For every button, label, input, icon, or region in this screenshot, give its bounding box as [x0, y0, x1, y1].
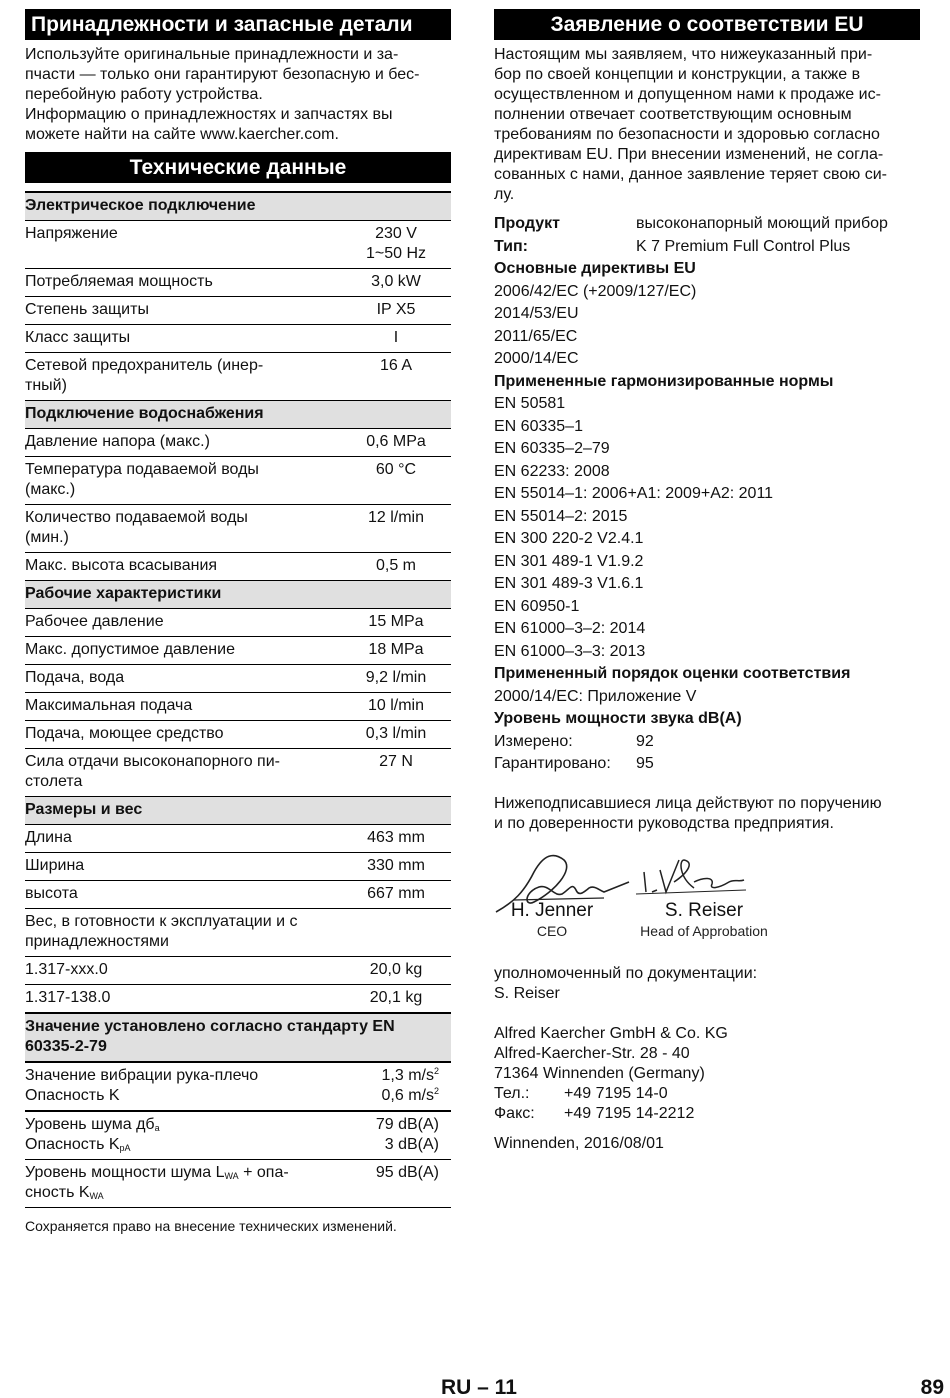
- signatures: [494, 852, 920, 952]
- accessories-heading: Принадлежности и запасные детали: [25, 9, 451, 40]
- table-row: Ширина 330 mm: [25, 853, 451, 881]
- table-row: Значение вибрации рука-плечо Опасность K 1,3 $m/s^2$ 0,6 $m/s^2$: [25, 1062, 451, 1111]
- list-item: EN 60335–1: [494, 417, 583, 435]
- procedure-heading: Примененный порядок оценки соответствия: [494, 665, 851, 682]
- table-row: Макс. допустимое давление 18 MPa: [25, 637, 451, 665]
- measured-row: Измерено: 92: [494, 732, 654, 750]
- product-row: Продукт высоконапорный моющий прибор: [494, 215, 888, 232]
- table-row: Потребляемая мощность 3,0 kW: [25, 269, 451, 297]
- vibration-risk-label: Опасность K: [25, 1087, 120, 1104]
- list-item: EN 300 220-2 V2.4.1: [494, 530, 644, 547]
- left-column: [25, 9, 451, 1236]
- list-item: EN 60950-1: [494, 597, 580, 615]
- vibration-value: 1,3 m/s: [381, 1067, 434, 1084]
- table-row: Максимальная подача 10 l/min: [25, 693, 451, 721]
- noise-risk-value: 3 dB(A): [384, 1136, 439, 1153]
- table-row: Рабочее давление 15 MPa: [25, 609, 451, 637]
- vibration-label: Значение вибрации рука-плечо: [25, 1067, 259, 1084]
- noise-label: Уровень шума дб: [25, 1116, 155, 1133]
- vibration-risk-value: 0,6 m/s: [381, 1087, 434, 1104]
- directives-list: [494, 281, 920, 371]
- table-row: 1.317-138.0 20,1 kg: [25, 985, 451, 1014]
- table-row: Вес, в готовности к эксплуатации и с принадлежностями: [25, 909, 451, 957]
- phone-row: Тел.: +49 7195 14-0: [494, 1084, 668, 1102]
- signer-1-role: CEO: [536, 922, 568, 939]
- tech-data-table: [25, 191, 451, 1208]
- authorized-text: уполномоченный по документации: S. Reiser: [494, 964, 758, 1002]
- list-item: EN 61000–3–2: 2014: [494, 620, 646, 637]
- right-column: [494, 9, 920, 1154]
- table-row: Подача, моющее средство 0,3 l/min: [25, 721, 451, 749]
- table-row: Длина 463 mm: [25, 825, 451, 853]
- noise-risk-label: Опасность K: [25, 1136, 120, 1153]
- table-row: 1.317-xxx.0 20,0 kg: [25, 957, 451, 985]
- table-row: Уровень мощности шума $L_{WA} + опа-$ сность $K_{WA}$ 95 dB(A): [25, 1160, 451, 1208]
- list-item: EN 61000–3–3: 2013: [494, 642, 646, 660]
- list-item: EN 55014–2: 2015: [494, 507, 628, 525]
- table-row: Температура подаваемой воды (макс.) 60 °C: [25, 457, 451, 505]
- table-row: Уровень шума $дб_a$ Опасность $K_{pA}$ 79 dB(A) 3 dB(A): [25, 1111, 451, 1160]
- type-row: Тип: K 7 Premium Full Control Plus: [494, 237, 851, 255]
- company-name: Alfred Kaercher GmbH & Co. KG: [494, 1024, 728, 1042]
- list-item: EN 55014–1: 2006+A1: 2009+A2: 2011: [494, 485, 774, 502]
- table-row: Давление напора (макс.) 0,6 MPa: [25, 429, 451, 457]
- list-item: EN 60335–2–79: [494, 440, 610, 457]
- table-row: Класс защиты I: [25, 325, 451, 353]
- section-row: Электрическое подключение: [25, 192, 451, 221]
- company-street: Alfred-Kaercher-Str. 28 - 40: [494, 1044, 690, 1062]
- signer-2-role: Head of Approbation: [640, 922, 768, 939]
- directives-heading: Основные директивы EU: [494, 260, 696, 277]
- list-item: 2006/42/EC (+2009/127/EC): [494, 282, 697, 300]
- norms-list: [494, 393, 920, 663]
- list-item: EN 301 489-3 V1.6.1: [494, 575, 644, 592]
- company-city: 71364 Winnenden (Germany): [494, 1064, 705, 1082]
- table-row: Подача, вода 9,2 l/min: [25, 665, 451, 693]
- section-row: Значение установлено согласно стандарту EN 60335-2-79: [25, 1013, 451, 1062]
- undersigned-text: Нижеподписавшиеся лица действуют по поручению и по доверенности руководства предприятия.: [494, 794, 882, 832]
- signer-2-name: S. Reiser: [664, 899, 744, 921]
- norms-heading: Примененные гармонизированные нормы: [494, 372, 834, 390]
- signer-1-name: H. Jenner: [510, 899, 594, 921]
- technical-changes-note: Сохраняется право на внесение технических изменений.: [25, 1218, 397, 1234]
- tech-data-heading: Технические данные: [25, 152, 451, 183]
- accessories-paragraph-1: Используйте оригинальные принадлежности и за- пчасти — только они гарантируют безопасную и бес- перебойную работу устройства.: [25, 46, 420, 103]
- sound-power-value: 95 dB(A): [341, 1160, 451, 1208]
- table-row: Макс. высота всасывания 0,5 m: [25, 553, 451, 581]
- declaration-intro: Настоящим мы заявляем, что нижеуказанный при- бор по своей концепции и конструкции, а также в осуществленном и допущенном нами к продаже ис- полнении отвечает соответствующим основным требованиям по безопасности и здоровью согласно директивам EU. При внесении изменений, не согла- сованных с нами, данное заявление теряет свою си- лу.: [494, 46, 887, 203]
- footer-section-label: RU – 11: [441, 1376, 517, 1398]
- table-row: Количество подаваемой воды (мин.) 12 l/min: [25, 505, 451, 553]
- sound-power-label: Уровень мощности шума L: [25, 1164, 225, 1181]
- declaration-date: Winnenden, 2016/08/01: [494, 1134, 664, 1152]
- list-item: EN 50581: [494, 395, 566, 412]
- section-row: Подключение водоснабжения: [25, 401, 451, 429]
- table-row: Сила отдачи высоконапорного пи- столета 27 N: [25, 749, 451, 797]
- fax-row: Факс: +49 7195 14-2212: [494, 1104, 695, 1122]
- table-row: Степень защиты IP X5: [25, 297, 451, 325]
- list-item: 2011/65/EC: [494, 327, 578, 345]
- procedure-value: 2000/14/EC: Приложение V: [494, 687, 697, 705]
- section-row: Рабочие характеристики: [25, 581, 451, 609]
- table-row: высота 667 mm: [25, 881, 451, 909]
- list-item: 2000/14/EC: [494, 350, 579, 367]
- guaranteed-row: Гарантировано: 95: [494, 755, 654, 772]
- table-row: Напряжение 230 V 1~50 Hz: [25, 221, 451, 269]
- table-row: Сетевой предохранитель (инер- тный) 16 A: [25, 353, 451, 401]
- sound-level-heading: Уровень мощности звука dB(A): [494, 710, 742, 727]
- list-item: EN 62233: 2008: [494, 462, 610, 480]
- eu-declaration-heading: Заявление о соответствии EU: [494, 9, 920, 40]
- section-row: Размеры и вес: [25, 797, 451, 825]
- list-item: 2014/53/EU: [494, 305, 579, 322]
- list-item: EN 301 489-1 V1.9.2: [494, 552, 644, 570]
- page-number: 89: [920, 1376, 944, 1398]
- company-address: [494, 1024, 920, 1124]
- accessories-paragraph-2: Информацию о принадлежностях и запчастях вы можете найти на сайте www.kaercher.com.: [25, 106, 393, 143]
- noise-value: 79 dB(A): [375, 1116, 439, 1133]
